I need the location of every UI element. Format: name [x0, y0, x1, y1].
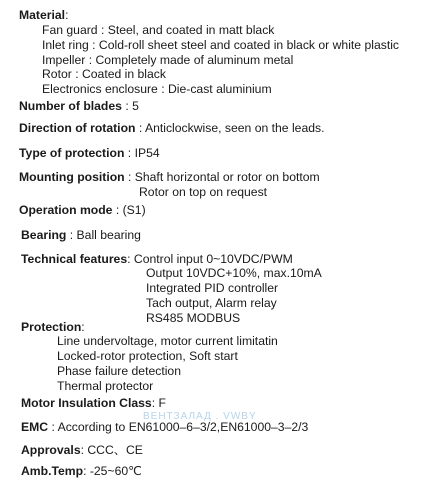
emc-label: EMC — [21, 420, 49, 434]
protection-type-row — [19, 146, 160, 160]
technical-label: Technical features — [21, 252, 128, 266]
operation-row — [19, 203, 146, 217]
insulation-row — [21, 396, 166, 410]
blades-value: : 5 — [121, 99, 139, 113]
technical-line-output: Output 10VDC+10%, max.10mA — [146, 266, 322, 280]
protection-colon: : — [81, 320, 85, 334]
material-heading — [19, 8, 68, 22]
operation-value: : (S1) — [112, 203, 146, 217]
operation-label: Operation mode — [19, 203, 113, 217]
material-item-impeller: Impeller : Completely made of aluminum metal — [42, 53, 294, 67]
blades-label: Number of blades — [19, 99, 122, 113]
temp-row — [21, 464, 142, 478]
technical-row — [21, 252, 293, 266]
material-item-electronics-enclosure: Electronics enclosure : Die-cast aluminium — [42, 82, 272, 96]
protection-heading — [21, 320, 85, 334]
mounting-value-line2: Rotor on top on request — [139, 185, 268, 199]
mounting-value: : Shaft horizontal or rotor on bottom — [124, 170, 320, 184]
protection-type-label: Type of protection — [19, 146, 125, 160]
technical-line-tach: Tach output, Alarm relay — [146, 296, 277, 310]
emc-value: : According to EN61000–6–3/2,EN61000–3–2/3 — [48, 420, 309, 434]
material-item-fan-guard: Fan guard : Steel, and coated in matt black — [42, 23, 275, 37]
material-colon: : — [65, 8, 69, 22]
mounting-label: Mounting position — [19, 170, 125, 184]
protection-item-undervoltage: Line undervoltage, motor current limitatin — [57, 334, 278, 348]
approvals-value: : CCC、CE — [80, 443, 143, 457]
protection-item-phase-failure: Phase failure detection — [57, 364, 181, 378]
protection-label: Protection — [21, 320, 82, 334]
material-item-rotor: Rotor : Coated in black — [42, 67, 166, 81]
insulation-value: : F — [151, 396, 166, 410]
bearing-value: : Ball bearing — [66, 228, 141, 242]
material-label: Material — [19, 8, 66, 22]
temp-label: Amb.Temp — [21, 464, 84, 478]
blades-row — [19, 99, 139, 113]
mounting-row — [19, 170, 320, 184]
bearing-row — [21, 228, 141, 242]
approvals-label: Approvals — [21, 443, 81, 457]
technical-value: : Control input 0~10VDC/PWM — [127, 252, 293, 266]
protection-item-thermal: Thermal protector — [57, 379, 154, 393]
bearing-label: Bearing — [21, 228, 67, 242]
temp-value: : -25~60℃ — [83, 464, 142, 478]
approvals-row — [21, 443, 143, 457]
emc-row — [21, 420, 308, 434]
rotation-value: : Anticlockwise, seen on the leads. — [135, 121, 325, 135]
technical-line-pid: Integrated PID controller — [146, 281, 279, 295]
material-item-inlet-ring: Inlet ring : Cold-roll sheet steel and coated in black or white plastic — [42, 38, 400, 52]
protection-type-value: : IP54 — [124, 146, 160, 160]
rotation-label: Direction of rotation — [19, 121, 136, 135]
technical-line-rs485: RS485 MODBUS — [146, 311, 241, 325]
rotation-row — [19, 121, 324, 135]
insulation-label: Motor Insulation Class — [21, 396, 152, 410]
watermark: ВЕНТЗАЛАД . VWBY — [143, 411, 257, 422]
protection-item-locked-rotor: Locked-rotor protection, Soft start — [57, 349, 238, 363]
